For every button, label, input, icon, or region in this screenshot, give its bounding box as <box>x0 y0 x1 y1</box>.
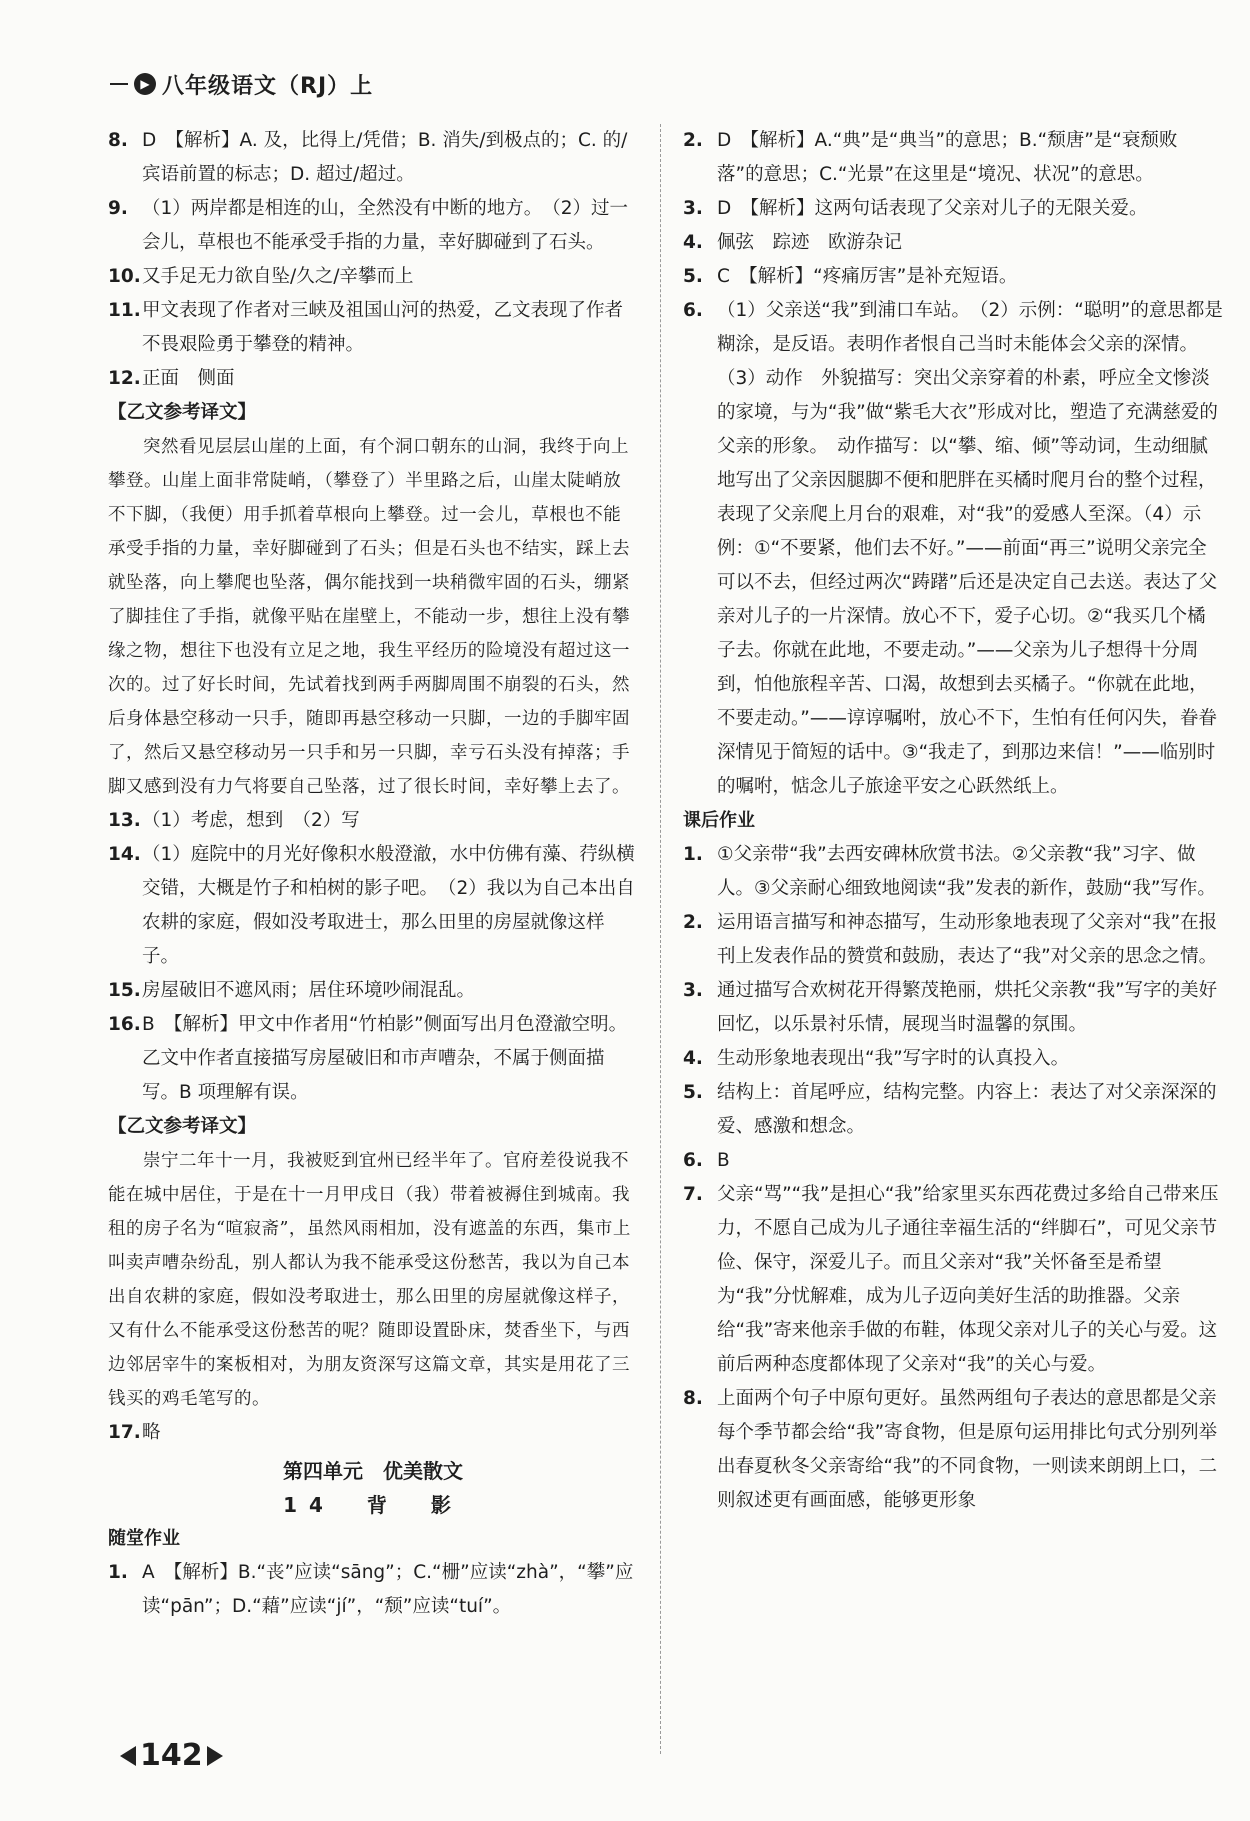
answer-item: 8. 上面两个句子中原句更好。虽然两组句子表达的意思都是父亲每个季节都会给“我”寄食物，但是原句运用排比句式分别列举出春夏秋冬父亲寄给“我”的不同食物，一则读来朗朗上口，二则叙述更有画面感，能够更形象 <box>683 1388 1218 1511</box>
answer-item: 5. C 【解析】“疼痛厉害”是补充短语。 <box>683 266 1018 287</box>
answer-item: 1. ①父亲带“我”去西安碑林欣赏书法。②父亲教“我”习字、做人。③父亲耐心细致地阅读“我”发表的新作，鼓励“我”写作。 <box>683 844 1216 899</box>
answer-item: 12. 正面 侧面 <box>108 368 235 389</box>
page-number <box>120 1738 223 1773</box>
header-rule <box>110 83 128 85</box>
left-column <box>108 124 638 1624</box>
answer-item: 6. （1）父亲送“我”到浦口车站。 （2）示例：“聪明”的意思都是糊涂，是反语。表明作者恨自己当时未能体会父亲的深情。 （3）动作 外貌描写：突出父亲穿着的朴素，呼应全文惨淡的家境，与为“我”做“紫毛大衣”形成对比，塑造了充满慈爱的父亲的形象。 动作描写：以“攀、缩、倾”等动词，生动细腻地写出了父亲因腿脚不便和肥胖在买橘时爬月台的整个过程，表现了父亲爬上月台的艰难，对“我”的爱感人至深。（4）示例：①“不要紧，他们去不好。”——前面“再三”说明父亲完全可以不去，但经过两次“踌躇”后还是决定自己去送。表达了父亲对儿子的一片深情。放心不下，爱子心切。②“我买几个橘子去。你就在此地，不要走动。”——父亲为儿子想得十分周到，怕他旅程辛苦、口渴，故想到去买橘子。“你就在此地，不要走动。”——谆谆嘱咐，放心不下，生怕有任何闪失，眷眷深情见于简短的话中。③“我走了，到那边来信！”——临别时的嘱咐，惦念儿子旅途平安之心跃然纸上。 <box>683 300 1223 797</box>
answer-item: 6. B <box>683 1150 730 1171</box>
book-title: 八年级语文（RJ）上 <box>162 73 374 99</box>
section-subheading: 随堂作业 <box>108 1528 180 1549</box>
answer-item: 4. 佩弦 踪迹 欧游杂记 <box>683 232 903 253</box>
answer-item: 11. 甲文表现了作者对三峡及祖国山河的热爱，乙文表现了作者不畏艰险勇于攀登的精神。 <box>108 300 624 355</box>
answer-item: 5. 结构上：首尾呼应，结构完整。内容上：表达了对父亲深深的爱、感激和想念。 <box>683 1082 1217 1137</box>
answer-item: 16. B 【解析】甲文中作者用“竹柏影”侧面写出月色澄澈空明。乙文中作者直接描写房屋破旧和市声嘈杂，不属于侧面描写。B 项理解有误。 <box>108 1014 628 1103</box>
translation-heading: 【乙文参考译文】 <box>108 1116 257 1137</box>
answer-item: 13. （1）考虑，想到 （2）写 <box>108 810 360 831</box>
section-subheading: 课后作业 <box>683 810 755 831</box>
lesson-title: 14 背 影 <box>283 1493 463 1517</box>
answer-item: 10. 又手足无力欲自坠/久之/辛攀而上 <box>108 266 414 287</box>
answer-item: 4. 生动形象地表现出“我”写字时的认真投入。 <box>683 1048 1070 1069</box>
answer-item: 3. D 【解析】这两句话表现了父亲对儿子的无限关爱。 <box>683 198 1148 219</box>
answer-item: 2. 运用语言描写和神态描写，生动形象地表现了父亲对“我”在报刊上发表作品的赞赏和鼓励，表达了“我”对父亲的思念之情。 <box>683 912 1218 967</box>
answer-item: 3. 通过描写合欢树花开得繁茂艳丽，烘托父亲教“我”写字的美好回忆，以乐景衬乐情，展现当时温馨的氛围。 <box>683 980 1218 1035</box>
answer-item: 7. 父亲“骂”“我”是担心“我”给家里买东西花费过多给自己带来压力，不愿自己成为儿子通往幸福生活的“绊脚石”，可见父亲节俭、保守，深爱儿子。而且父亲对“我”关怀备至是希望为“我”分忧解难，成为儿子迈向美好生活的助推器。父亲给“我”寄来他亲手做的布鞋，体现父亲对儿子的关心与爱。这前后两种态度都体现了父亲对“我”的关心与爱。 <box>683 1184 1219 1375</box>
translation-heading: 【乙文参考译文】 <box>108 402 257 423</box>
answer-item: 15. 房屋破旧不遮风雨；居住环境吵闹混乱。 <box>108 980 476 1001</box>
page-number-text: 142 <box>140 1738 203 1773</box>
arrow-right-icon <box>207 1746 223 1766</box>
arrow-left-icon <box>120 1746 136 1766</box>
answer-item: 17. 略 <box>108 1422 161 1443</box>
unit-title: 第四单元 优美散文 <box>283 1459 463 1483</box>
book-logo-icon: ▶ <box>134 73 156 95</box>
answer-item: 14. （1）庭院中的月光好像积水般澄澈，水中仿佛有藻、荇纵横交错，大概是竹子和柏树的影子吧。 （2）我以为自己本出自农耕的家庭，假如没考取进士，那么田里的房屋就像这样子。 <box>108 844 635 967</box>
translation-text: 突然看见层层山崖的上面，有个洞口朝东的山洞，我终于向上攀登。山崖上面非常陡峭，（攀登了）半里路之后，山崖太陡峭放不下脚，（我便）用手抓着草根向上攀登。过一会儿，草根也不能承受手指的力量，幸好脚碰到了石头；但是石头也不结实，踩上去就坠落，向上攀爬也坠落，偶尔能找到一块稍微牢固的石头，绷紧了脚挂住了手指，就像平贴在崖壁上，不能动一步，想往上没有攀缘之物，想往下也没有立足之地，我生平经历的险境没有超过这一次的。过了好长时间，先试着找到两手两脚周围不崩裂的石头，然后身体悬空移动一只手，随即再悬空移动一只脚，一边的手脚牢固了，然后又悬空移动另一只手和另一只脚，幸亏石头没有掉落；手脚又感到没有力气将要自己坠落，过了很长时间，幸好攀上去了。 <box>108 437 630 797</box>
answer-item: 1. A 【解析】B.“丧”应读“sāng”；C.“栅”应读“zhà”，“攀”应读“pān”；D.“藉”应读“jí”，“颓”应读“tuí”。 <box>108 1562 634 1617</box>
answer-item: 9. （1）两岸都是相连的山，全然没有中断的地方。 （2）过一会儿，草根也不能承受手指的力量，幸好脚碰到了石头。 <box>108 198 629 253</box>
translation-text: 崇宁二年十一月，我被贬到宜州已经半年了。官府差役说我不能在城中居住，于是在十一月甲戌日（我）带着被褥住到城南。我租的房子名为“喧寂斋”，虽然风雨相加，没有遮盖的东西，集市上叫卖声嘈杂纷乱，别人都认为我不能承受这份愁苦，我以为自己本出自农耕的家庭，假如没考取进士，那么田里的房屋就像这样子，又有什么不能承受这份愁苦的呢？随即设置卧床，焚香坐下，与西边邻居宰牛的案板相对，为朋友资深写这篇文章，其实是用花了三钱买的鸡毛笔写的。 <box>108 1151 631 1409</box>
right-column <box>683 124 1223 1518</box>
answer-item: 8. D 【解析】A. 及，比得上/凭借；B. 消失/到极点的；C. 的/宾语前置的标志；D. 超过/超过。 <box>108 130 628 185</box>
answer-item: 2. D 【解析】A.“典”是“典当”的意思；B.“颓唐”是“衰颓败落”的意思；C.“光景”在这里是“境况、状况”的意思。 <box>683 130 1178 185</box>
page-header <box>110 68 373 100</box>
column-divider <box>660 124 661 1754</box>
